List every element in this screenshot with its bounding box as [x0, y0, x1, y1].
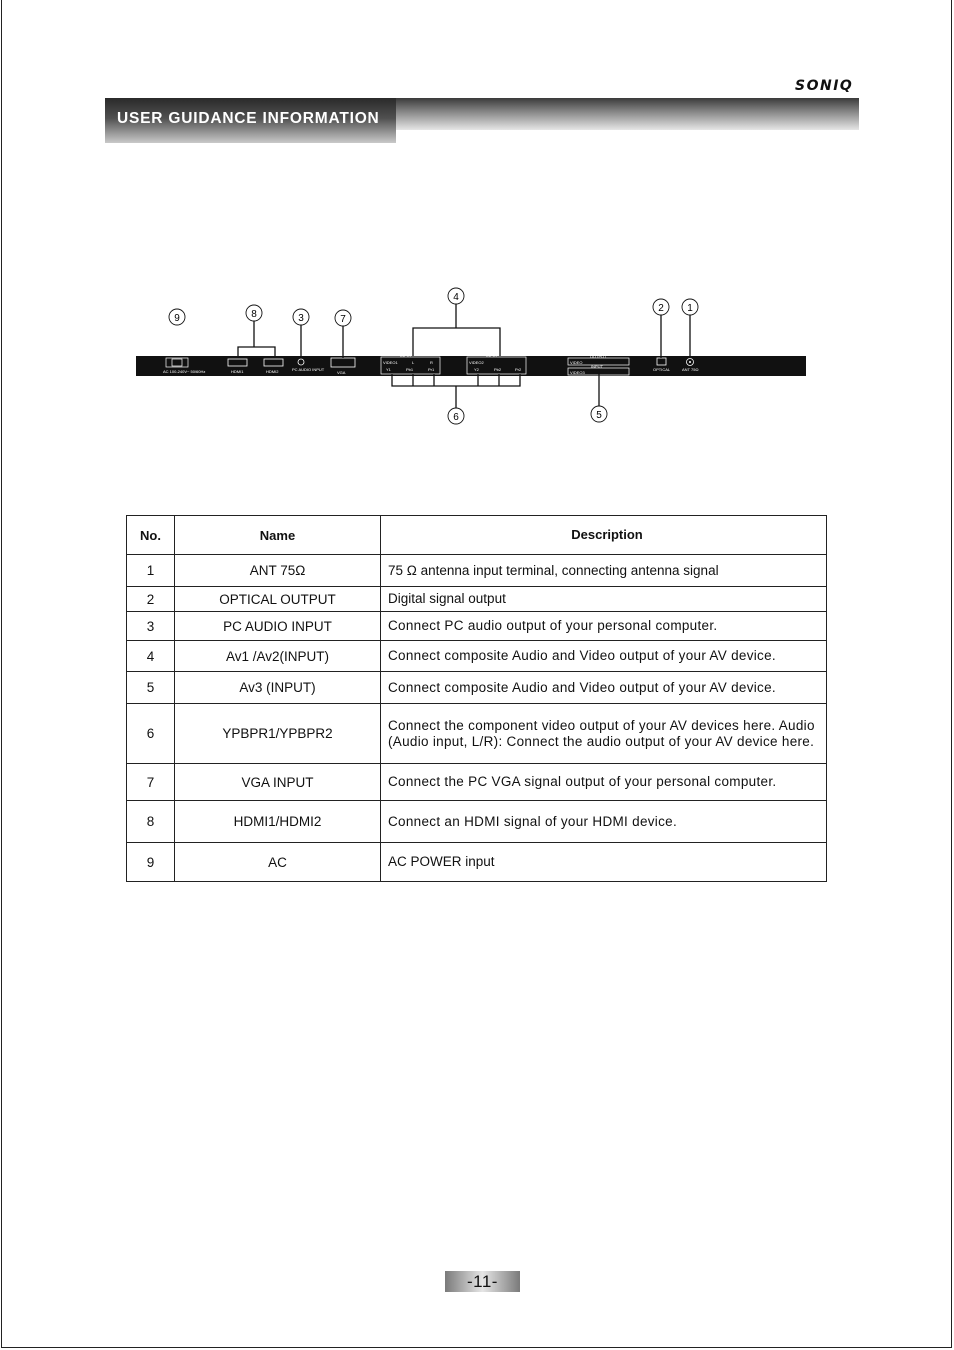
row-name: AC [175, 843, 381, 882]
table-row [127, 801, 827, 843]
row-no: 6 [127, 704, 175, 764]
page-number: -11- [445, 1271, 520, 1292]
row-name: HDMI1/HDMI2 [175, 801, 381, 843]
row-no: 9 [127, 843, 175, 882]
row-description: Connect composite Audio and Video output of your AV device. [381, 641, 827, 672]
table-row [127, 843, 827, 882]
r1-label: R [430, 360, 433, 365]
callout-3 [293, 309, 309, 325]
table-row [127, 612, 827, 641]
ant-label: ANT 75Ω [682, 367, 699, 372]
row-no: 8 [127, 801, 175, 843]
header-description: Description [381, 516, 827, 555]
header-no: No. [127, 516, 175, 555]
callout-1 [682, 299, 698, 315]
table-row [127, 555, 827, 587]
video-out-label: VIDEO [570, 360, 583, 365]
callout-2 [653, 299, 669, 315]
table-header-row [127, 516, 827, 555]
vga-label: VGA [337, 370, 346, 375]
brand-logo: SONIQ [795, 78, 854, 94]
callout-4 [448, 288, 464, 304]
video1-label: VIDEO1 [383, 360, 398, 365]
table-row [127, 587, 827, 612]
row-description: Connect an HDMI signal of your HDMI device. [381, 801, 827, 843]
row-no: 5 [127, 672, 175, 704]
svg-text:4: 4 [453, 292, 459, 303]
optical-label: OPTICAL [653, 367, 671, 372]
svg-text:3: 3 [298, 313, 304, 324]
pb1-label: Pb1 [406, 367, 414, 372]
ac-label: AC 100-240V~ 50/60Hz [163, 369, 206, 374]
row-no: 4 [127, 641, 175, 672]
section-title: USER GUIDANCE INFORMATION [117, 110, 380, 127]
pc-audio-label: PC AUDIO INPUT [292, 367, 325, 372]
callout-9 [169, 309, 185, 325]
callout-5 [591, 406, 607, 422]
callout-6 [448, 408, 464, 424]
input1-label: INPUT [400, 353, 412, 358]
svg-text:6: 6 [453, 412, 459, 423]
pb2-label: Pb2 [494, 367, 502, 372]
table-row [127, 704, 827, 764]
row-description: Connect PC audio output of your personal computer. [381, 612, 827, 641]
table-row [127, 764, 827, 801]
hdmi2-label: HDMI2 [266, 369, 279, 374]
row-description: Connect the component video output of your AV devices here. Audio (Audio input, L/R): Connect the audio output of your AV device here. [381, 704, 827, 764]
output-label: OUTPUT [590, 354, 607, 359]
pr1-label: Pr1 [428, 367, 435, 372]
row-name: PC AUDIO INPUT [175, 612, 381, 641]
svg-text:9: 9 [174, 313, 180, 324]
row-no: 2 [127, 587, 175, 612]
svg-text:8: 8 [251, 309, 257, 320]
input2-label: INPUT [486, 353, 498, 358]
callout-7 [335, 310, 351, 326]
row-name: Av3 (INPUT) [175, 672, 381, 704]
row-no: 3 [127, 612, 175, 641]
row-no: 7 [127, 764, 175, 801]
l1-label: L [412, 360, 415, 365]
input3-label: INPUT [591, 364, 603, 369]
table-row [127, 641, 827, 672]
row-description: 75 Ω antenna input terminal, connecting antenna signal [381, 555, 827, 587]
row-description: Connect the PC VGA signal output of your personal computer. [381, 764, 827, 801]
svg-text:2: 2 [658, 303, 664, 314]
callout-8 [246, 305, 262, 321]
video2-label: VIDEO2 [469, 360, 484, 365]
row-name: ANT 75Ω [175, 555, 381, 587]
row-description: Connect composite Audio and Video output of your AV device. [381, 672, 827, 704]
row-name: Av1 /Av2(INPUT) [175, 641, 381, 672]
row-description: AC POWER input [381, 843, 827, 882]
row-description: Digital signal output [381, 587, 827, 612]
svg-text:1: 1 [687, 303, 693, 314]
rear-panel-diagram [0, 280, 954, 430]
table-row [127, 672, 827, 704]
header-name: Name [175, 516, 381, 555]
connector-table [126, 515, 827, 882]
svg-text:5: 5 [596, 410, 602, 421]
y1-label: Y1 [386, 367, 391, 372]
hdmi1-label: HDMI1 [231, 369, 244, 374]
y2-label: Y2 [474, 367, 479, 372]
video3-label: VIDEO3 [570, 370, 585, 375]
row-no: 1 [127, 555, 175, 587]
svg-text:7: 7 [340, 314, 346, 325]
row-name: VGA INPUT [175, 764, 381, 801]
pr2-label: Pr2 [515, 367, 522, 372]
row-name: YPBPR1/YPBPR2 [175, 704, 381, 764]
row-name: OPTICAL OUTPUT [175, 587, 381, 612]
